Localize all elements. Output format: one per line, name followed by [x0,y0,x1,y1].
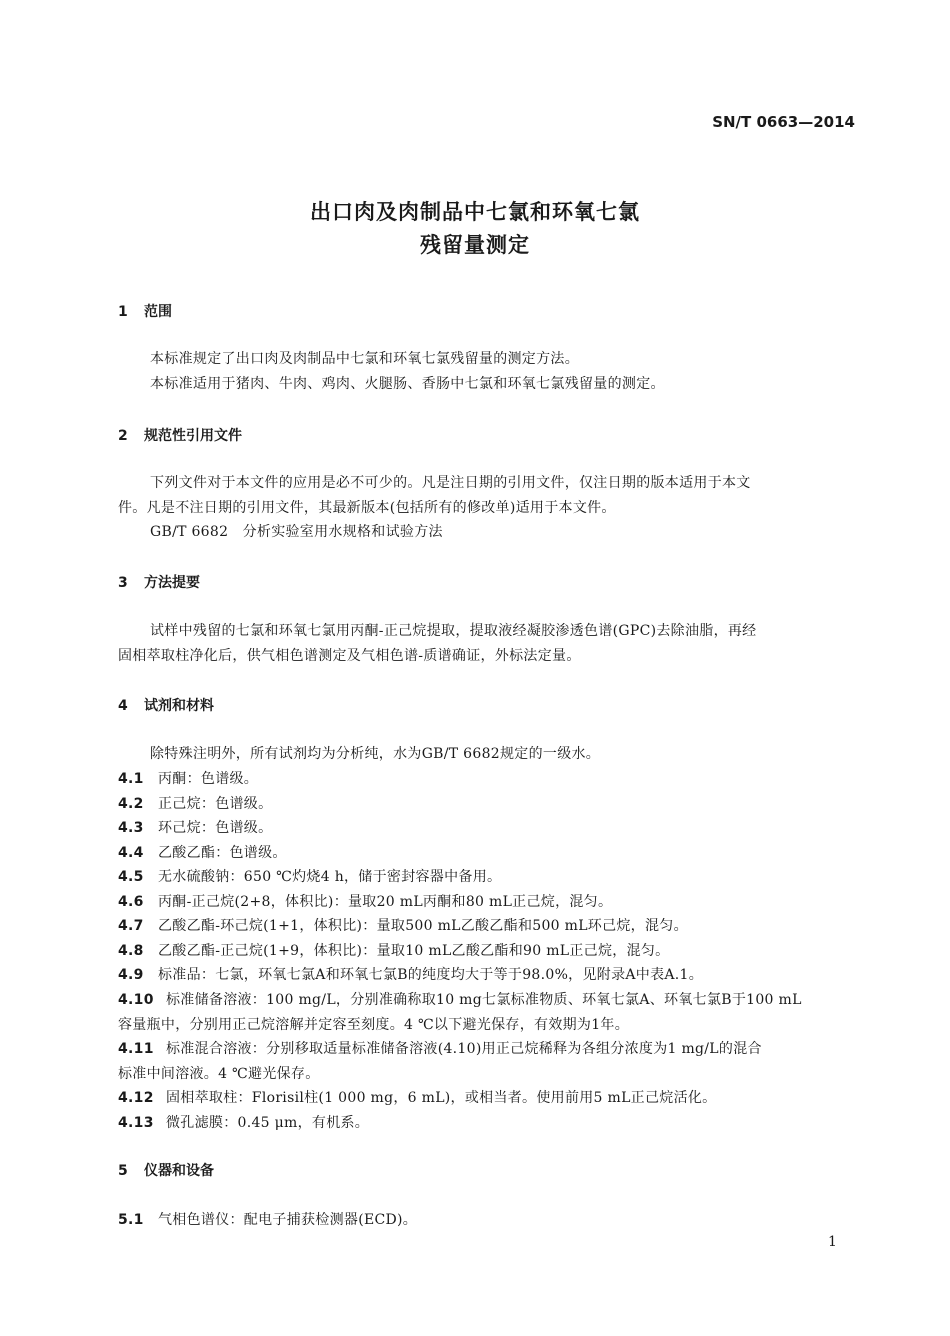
section-3-heading [118,572,200,592]
paragraph: 本标准规定了出口肉及肉制品中七氯和环氧七氯残留量的测定方法。 [150,351,579,367]
section-1-heading [118,301,172,321]
list-item-continuation: 容量瓶中，分别用正己烷溶解并定容至刻度。4 ℃以下避光保存，有效期为1年。 [118,1017,630,1033]
list-item: 4.12 固相萃取柱：Florisil柱(1 000 mg，6 mL)，或相当者。使用前用5 mL正己烷活化。 [118,1090,717,1106]
section-title: 范围 [144,304,172,320]
paragraph: 试样中残留的七氯和环氧七氯用丙酮-正己烷提取，提取液经凝胶渗透色谱(GPC)去除油脂，再经 [150,623,757,639]
doc-title-line2: 残留量测定 [420,233,530,257]
list-item: 4.1 丙酮：色谱级。 [118,771,259,787]
list-item: 4.6 丙酮-正己烷(2+8，体积比)：量取20 mL丙酮和80 mL正己烷，混匀。 [118,894,613,910]
list-item: 4.5 无水硫酸钠：650 ℃灼烧4 h，储于密封容器中备用。 [118,869,502,885]
paragraph: 件。凡是不注日期的引用文件，其最新版本(包括所有的修改单)适用于本文件。 [118,500,616,516]
section-4-heading [118,695,214,715]
list-item: 4.13 微孔滤膜：0.45 μm，有机系。 [118,1115,370,1131]
list-item: 4.7 乙酸乙酯-环己烷(1+1，体积比)：量取500 mL乙酸乙酯和500 mL环己烷，混匀。 [118,918,688,934]
list-item-continuation: 标准中间溶液。4 ℃避光保存。 [118,1066,320,1082]
list-item: 4.4 乙酸乙酯：色谱级。 [118,845,287,861]
section-number: 3 [118,575,128,591]
section-number: 5 [118,1163,128,1179]
section-5-heading [118,1160,214,1180]
section-title: 方法提要 [144,575,200,591]
normative-reference: GB/T 6682 分析实验室用水规格和试验方法 [150,524,443,540]
doc-title-line1: 出口肉及肉制品中七氯和环氧七氯 [310,200,640,224]
list-item: 4.8 乙酸乙酯-正己烷(1+9，体积比)：量取10 mL乙酸乙酯和90 mL正己烷，混匀。 [118,943,670,959]
section-number: 2 [118,428,128,444]
paragraph: 除特殊注明外，所有试剂均为分析纯，水为GB/T 6682规定的一级水。 [150,746,601,762]
list-item: 4.10 标准储备溶液：100 mg/L，分别准确称取10 mg七氯标准物质、环氧七氯A、环氧七氯B于100 mL [118,992,802,1008]
list-item: 4.3 环己烷：色谱级。 [118,820,273,836]
section-title: 规范性引用文件 [144,428,242,444]
section-2-heading [118,425,242,445]
list-item: 4.9 标准品：七氯，环氧七氯A和环氧七氯B的纯度均大于等于98.0%，见附录A中表A.1。 [118,967,704,983]
paragraph: 下列文件对于本文件的应用是必不可少的。凡是注日期的引用文件，仅注日期的版本适用于本文 [150,475,751,491]
paragraph: 固相萃取柱净化后，供气相色谱测定及气相色谱-质谱确证，外标法定量。 [118,648,581,664]
list-item: 5.1 气相色谱仪：配电子捕获检测器(ECD)。 [118,1212,418,1228]
section-title: 试剂和材料 [144,698,214,714]
list-item: 4.2 正己烷：色谱级。 [118,796,273,812]
section-title: 仪器和设备 [144,1163,214,1179]
list-item: 4.11 标准混合溶液：分别移取适量标准储备溶液(4.10)用正己烷稀释为各组分浓度为1 mg/L的混合 [118,1041,762,1057]
section-number: 1 [118,304,128,320]
section-number: 4 [118,698,128,714]
page-number: 1 [828,1234,837,1250]
paragraph: 本标准适用于猪肉、牛肉、鸡肉、火腿肠、香肠中七氯和环氧七氯残留量的测定。 [150,376,665,392]
standard-code: SN/T 0663—2014 [712,113,855,131]
